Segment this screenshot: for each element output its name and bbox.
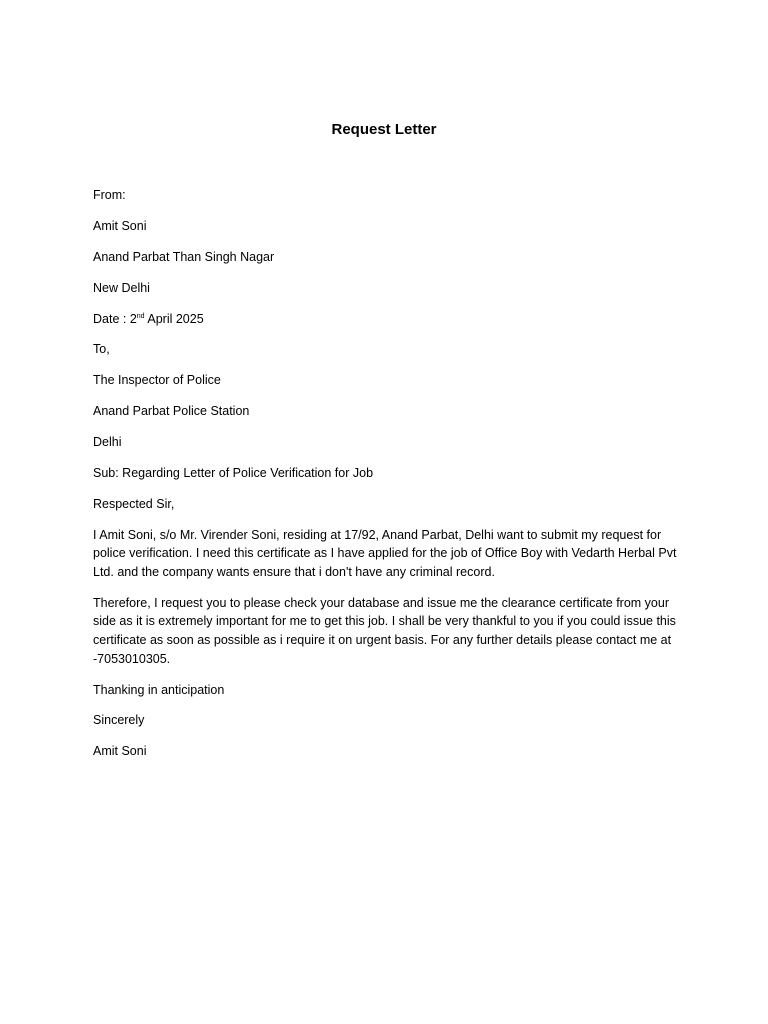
sender-city: New Delhi bbox=[93, 280, 150, 295]
recipient-station: Anand Parbat Police Station bbox=[93, 404, 250, 419]
salutation: Respected Sir, bbox=[93, 496, 175, 511]
sender-name: Amit Soni bbox=[93, 218, 147, 233]
letter-body bbox=[93, 186, 678, 773]
recipient-city: Delhi bbox=[93, 435, 122, 450]
signature-name: Amit Soni bbox=[93, 744, 147, 759]
closing-line: Thanking in anticipation bbox=[93, 682, 225, 697]
letter-title: Request Letter bbox=[331, 121, 437, 138]
from-label: From: bbox=[93, 188, 126, 202]
sender-address: Anand Parbat Than Singh Nagar bbox=[93, 249, 275, 264]
letter-subject: Sub: Regarding Letter of Police Verification for Job bbox=[93, 466, 374, 481]
recipient-title: The Inspector of Police bbox=[93, 373, 221, 388]
letter-date bbox=[93, 310, 678, 329]
date-prefix: Date : 2 bbox=[93, 311, 137, 326]
to-label: To, bbox=[93, 342, 110, 357]
date-rest: April 2025 bbox=[144, 311, 204, 326]
body-paragraph-1: I Amit Soni, s/o Mr. Virender Soni, residing at 17/92, Anand Parbat, Delhi want to submit my request for police verification. I need this certificate as I have applied for the job of Office Boy with Vedarth Herbal Pvt Ltd. and the company wants ensure that i don't have any criminal record. bbox=[93, 527, 677, 579]
sign-off: Sincerely bbox=[93, 713, 145, 728]
body-paragraph-2: Therefore, I request you to please check your database and issue me the clearance certificate from your side as it is extremely important for me to get this job. I shall be very thankful to you if you could issue this certificate as soon as possible as i require it on urgent basis. For any further details please contact me at -7053010305. bbox=[93, 595, 676, 666]
date-ordinal-suffix: nd bbox=[136, 312, 145, 320]
